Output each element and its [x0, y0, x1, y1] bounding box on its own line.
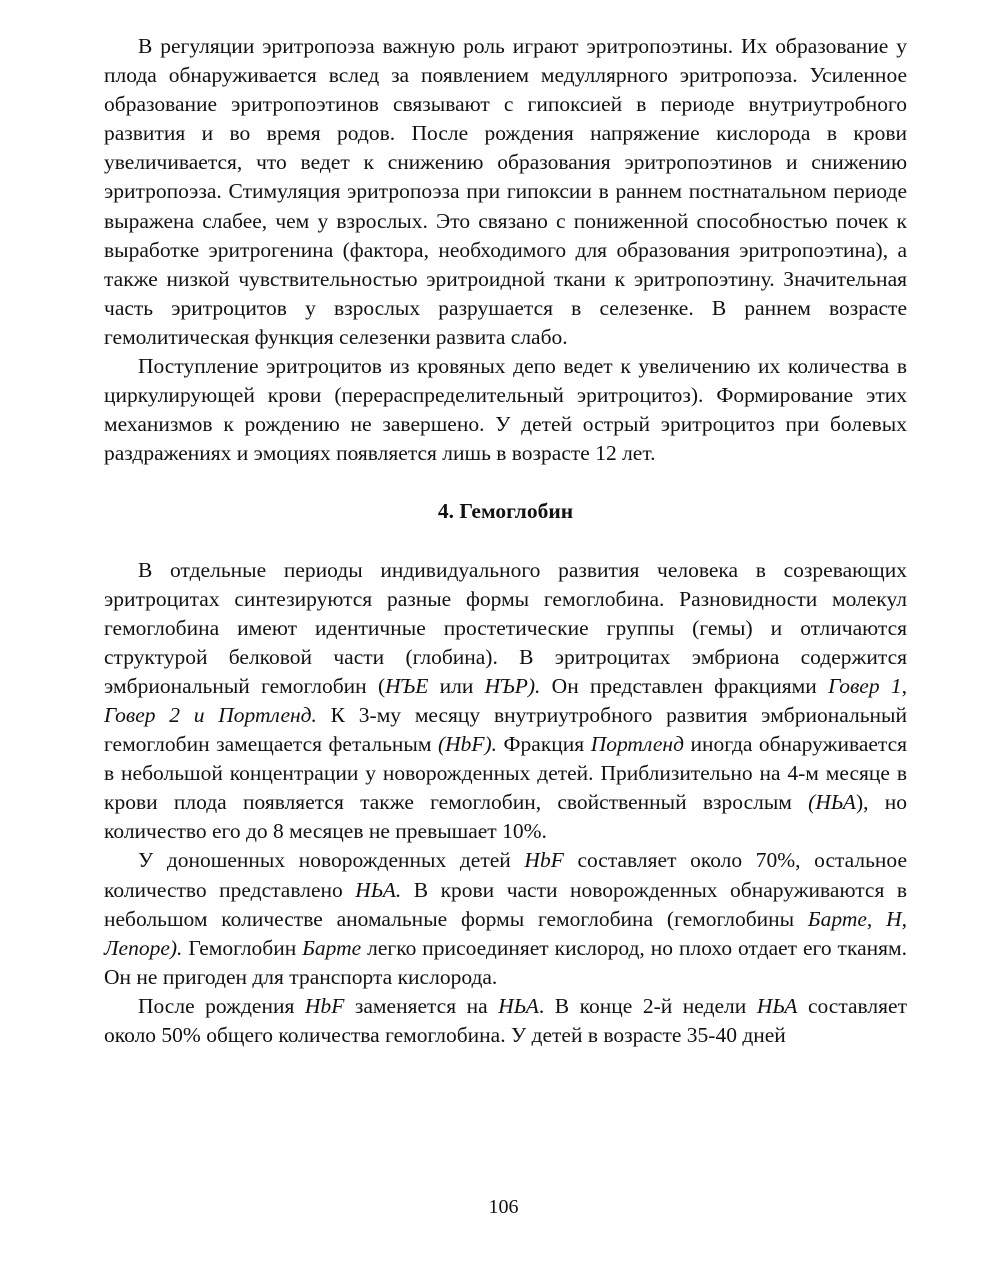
section-heading: 4. Гемоглобин [437, 499, 574, 524]
paragraph-redistribution-erythrocytosis: Поступление эритроцитов из кровяных депо ведет к увеличению их количества в циркулирующей крови (перераспределительный эритроцитоз). Формирование этих механизмов к рождению не завершено. У детей острый эритроцитоз при болевых раздражениях и эмоциях появляется лишь в возрасте 12 лет. [104, 354, 907, 466]
text-span: Он представлен фракциями [540, 673, 829, 698]
italic-term: (HbF). [437, 732, 498, 757]
text-span: составляет около 50% общего количества гемоглобина. У детей в возрасте 35-40 дней [104, 993, 907, 1047]
paragraph-after-birth [104, 992, 907, 1050]
text-span: составляет около 70%, остальное количество представлено [104, 848, 907, 902]
page-number: 106 [488, 1196, 519, 1218]
document-page [104, 32, 907, 1050]
text-span: После рождения [138, 993, 305, 1018]
italic-term: Портленд [590, 732, 684, 757]
text-span: К 3-му месяцу внутриутробного развития эмбриональный гемоглобин замещается фетальным [104, 702, 907, 757]
italic-term: НЪР). [484, 673, 541, 698]
paragraph-erythropoietins: В регуляции эритропоэза важную роль играют эритропоэтины. Их образование у плода обнаруживается вслед за появлением медуллярного эритропоэза. Усиленное образование эритропоэтинов связывают с гипоксией в периоде внутриутробного развития и во время родов. После рождения напряжение кислорода в крови увеличивается, что ведет к снижению образования эритропоэтинов и снижению эритропоэза. Стимуляция эритропоэза при гипоксии в раннем постнатальном периоде выражена слабее, чем у взрослых. Это связано с пониженной способностью почек к выработке эритрогенина (фактора, необходимого для образования эритропоэтина), а также низкой чувствительностью эритроидной ткани к эритропоэтину. Значительная часть эритроцитов у взрослых разрушается в селезенке. В раннем возрасте гемолитическая функция селезенки развита слабо. [104, 34, 907, 349]
italic-term: НЪЕ [385, 673, 429, 698]
text-span: , [901, 673, 907, 698]
text-span: В отдельные периоды индивидуального развития человека в созревающих эритроцитах синтезируются разные формы гемоглобина. Разновидности молекул гемоглобина имеют идентичные простетические группы (гемы) и отличаются структурой белковой части (глобина). В эритроцитах эмбриона содержится эмбриональный гемоглобин ( [104, 557, 907, 698]
italic-term: НЬА. [355, 877, 402, 902]
italic-term: Барте, Н, Лепоре). [104, 906, 907, 960]
text-span: В крови части новорожденных обнаруживаются в небольшом количестве аномальные формы гемоглобина (гемоглобины [104, 877, 907, 931]
text-span: иногда обнаруживается в небольшой концентрации у новорожденных детей. Приблизительно на 4-м месяце в крови плода появляется также гемоглобин, свойственный взрослым [104, 732, 908, 815]
italic-term: Барте [302, 935, 362, 960]
italic-term: Говер 1 [828, 673, 902, 698]
paragraph-hemoglobin-forms [104, 556, 907, 847]
text-span: Гемоглобин [182, 935, 303, 960]
italic-term: НЬА [498, 993, 539, 1018]
italic-term: НЬА [756, 993, 798, 1018]
italic-term: (НЬА [808, 790, 856, 815]
italic-term: HbF [524, 848, 564, 873]
text-span: легко присоединяет кислород, но плохо отдает его тканям. Он не пригоден для транспорта кислорода. [104, 935, 907, 989]
text-span: . В конце 2-й недели [538, 993, 757, 1018]
paragraph-newborn-hemoglobin [104, 846, 907, 991]
italic-term: Говер 2 и Портленд. [104, 702, 317, 727]
text-span: или [428, 673, 485, 698]
italic-term: HbF [304, 993, 345, 1018]
text-span: Фракция [497, 732, 591, 757]
text-span: ), но количество его до 8 месяцев не превышает 10%. [104, 790, 907, 844]
text-span: У доношенных новорожденных детей [138, 848, 525, 873]
text-span: заменяется на [344, 993, 499, 1018]
